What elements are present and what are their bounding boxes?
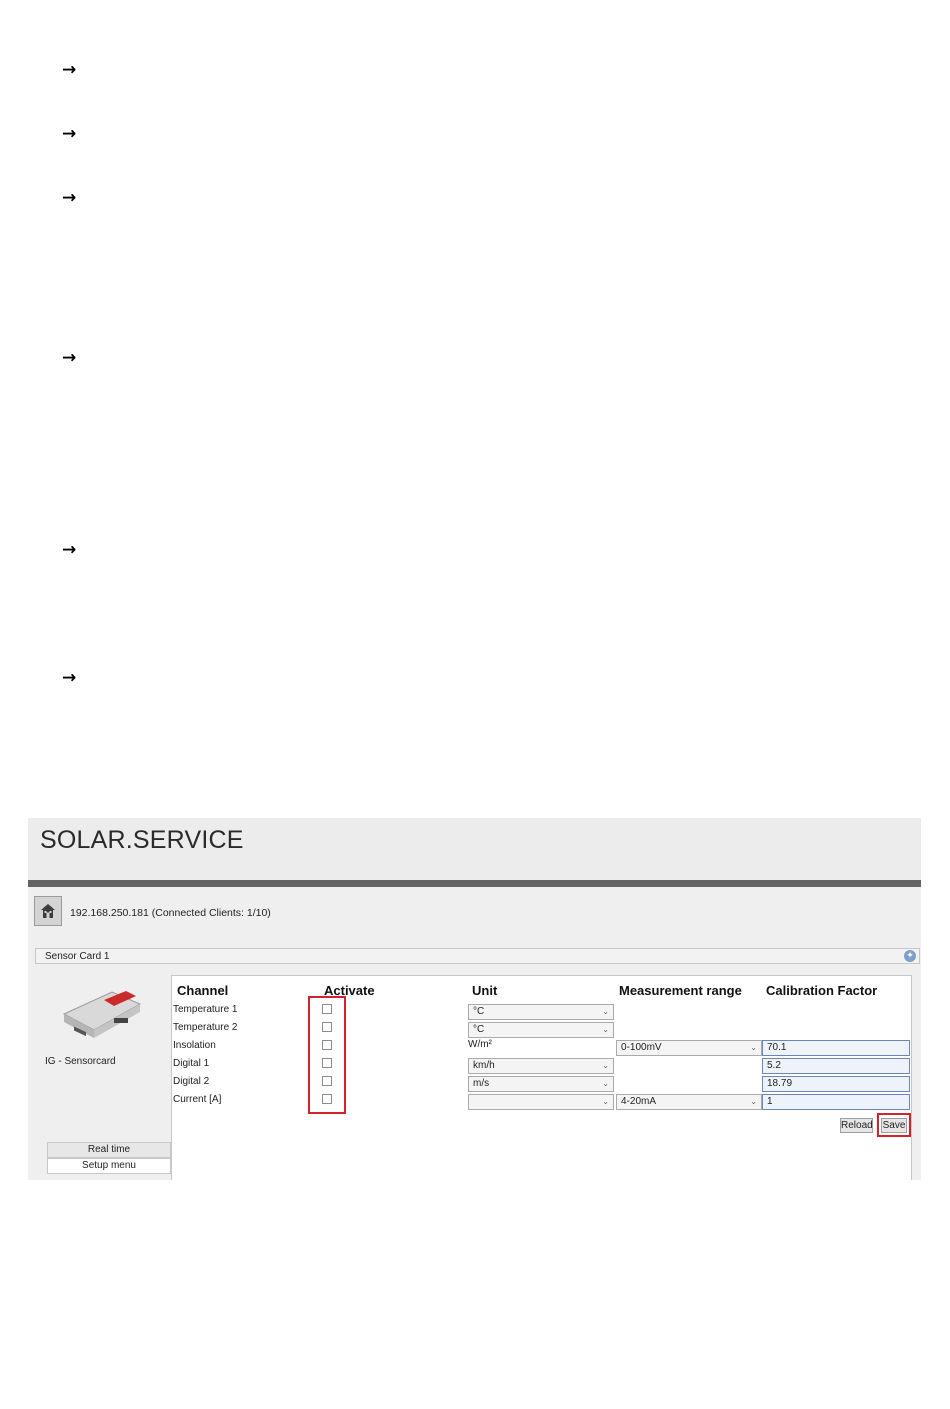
header-calibration-factor: Calibration Factor xyxy=(766,983,878,998)
channel-digital-2: Digital 2 xyxy=(173,1076,210,1087)
header-measurement-range: Measurement range xyxy=(619,983,742,998)
chevron-down-icon: ⌄ xyxy=(750,1097,757,1106)
header-channel: Channel xyxy=(177,983,229,998)
chevron-down-icon: ⌄ xyxy=(750,1043,757,1052)
nav-real-time[interactable]: Real time xyxy=(47,1142,171,1158)
unit-value: km/h xyxy=(473,1060,495,1071)
unit-select-temperature-2[interactable] xyxy=(468,1022,614,1038)
channel-digital-1: Digital 1 xyxy=(173,1058,210,1069)
nav-setup-menu[interactable]: Setup menu xyxy=(47,1158,171,1174)
header-divider xyxy=(28,880,921,887)
channel-current: Current [A] xyxy=(173,1094,222,1105)
channel-temperature-1: Temperature 1 xyxy=(173,1004,238,1015)
arrow-bullet-6: → xyxy=(62,668,77,688)
settings-gear-icon[interactable]: ✦ xyxy=(904,950,916,962)
unit-value: m/s xyxy=(473,1078,490,1089)
unit-select-digital-1[interactable] xyxy=(468,1058,614,1074)
brand-header xyxy=(28,818,921,880)
calibration-input-current[interactable]: 1 xyxy=(762,1094,910,1110)
calibration-input-digital-1[interactable]: 5.2 xyxy=(762,1058,910,1074)
brand-title: SOLAR.SERVICE xyxy=(40,826,244,854)
calibration-input-insolation[interactable]: 70.1 xyxy=(762,1040,910,1056)
chevron-down-icon: ⌄ xyxy=(602,1061,609,1070)
range-value: 0-100mV xyxy=(621,1042,662,1053)
chevron-down-icon: ⌄ xyxy=(602,1007,609,1016)
home-button[interactable] xyxy=(34,896,62,926)
unit-value: °C xyxy=(473,1006,485,1017)
sensorcard-device-image xyxy=(60,984,142,1042)
chevron-down-icon: ⌄ xyxy=(602,1025,609,1034)
unit-value: °C xyxy=(473,1024,485,1035)
header-activate: Activate xyxy=(324,983,375,998)
arrow-bullet-4: → xyxy=(62,348,77,368)
reload-button[interactable]: Reload xyxy=(841,1120,873,1131)
channel-insolation: Insolation xyxy=(173,1040,216,1051)
save-button[interactable]: Save xyxy=(882,1120,906,1131)
arrow-bullet-2: → xyxy=(62,124,77,144)
arrow-bullet-5: → xyxy=(62,540,77,560)
solar-service-screenshot xyxy=(28,818,921,1180)
calibration-input-digital-2[interactable]: 18.79 xyxy=(762,1076,910,1092)
unit-select-current[interactable] xyxy=(468,1094,614,1110)
arrow-bullet-3: → xyxy=(62,188,77,208)
save-highlight-box xyxy=(877,1113,911,1137)
header-unit: Unit xyxy=(472,983,498,998)
home-icon xyxy=(39,902,57,920)
channel-temperature-2: Temperature 2 xyxy=(173,1022,238,1033)
range-select-current[interactable] xyxy=(616,1094,762,1110)
unit-select-temperature-1[interactable] xyxy=(468,1004,614,1020)
device-label: IG - Sensorcard xyxy=(45,1056,116,1067)
activate-highlight-box xyxy=(308,996,346,1114)
chevron-down-icon: ⌄ xyxy=(602,1097,609,1106)
chevron-down-icon: ⌄ xyxy=(602,1079,609,1088)
connection-info: 192.168.250.181 (Connected Clients: 1/10) xyxy=(70,907,271,919)
range-select-insolation[interactable] xyxy=(616,1040,762,1056)
sensor-card-header xyxy=(35,948,920,964)
range-value: 4-20mA xyxy=(621,1096,657,1107)
arrow-bullet-1: → xyxy=(62,60,77,80)
unit-insolation: W/m² xyxy=(468,1039,492,1050)
unit-select-digital-2[interactable] xyxy=(468,1076,614,1092)
card-title: Sensor Card 1 xyxy=(45,951,110,962)
